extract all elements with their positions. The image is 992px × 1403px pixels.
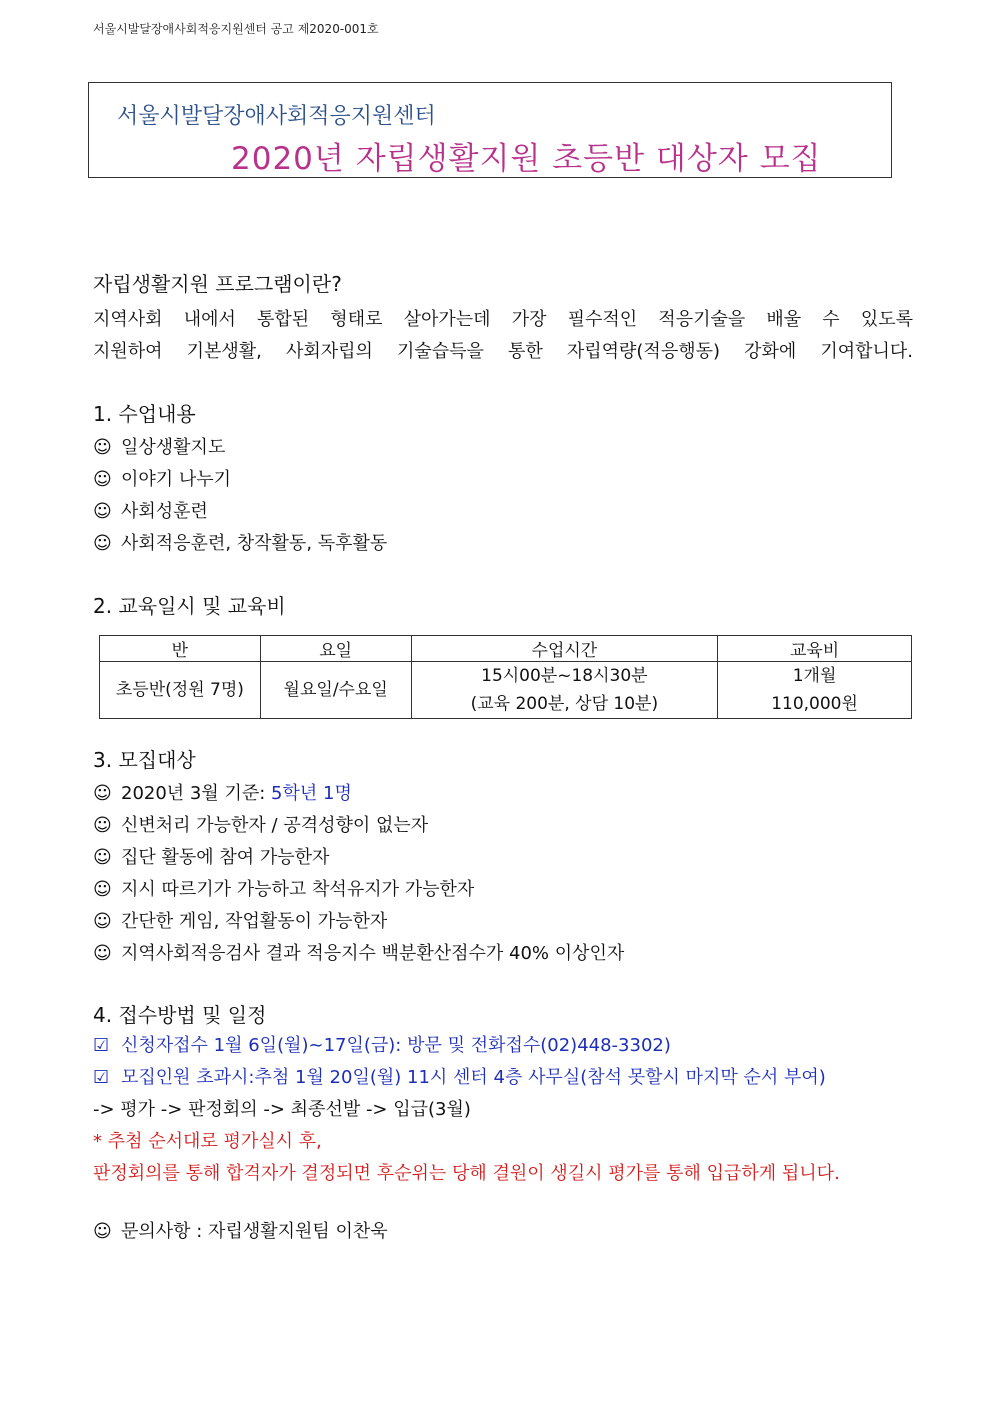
list-item: ☺ 지역사회적응검사 결과 적응지수 백분환산점수가 40% 이상인자 bbox=[93, 938, 913, 970]
schedule-table bbox=[99, 635, 912, 719]
process-flow: -> 평가 -> 판정회의 -> 최종선발 -> 입급(3월) bbox=[93, 1099, 471, 1120]
smile-icon: ☺ bbox=[93, 533, 112, 554]
smile-icon: ☺ bbox=[93, 437, 112, 458]
header-time: 수업시간 bbox=[411, 636, 718, 662]
contact-section bbox=[93, 1216, 913, 1248]
cell-class: 초등반(정원 7명) bbox=[100, 662, 261, 719]
page-title: 2020년 자립생활지원 초등반 대상자 모집 bbox=[231, 141, 822, 177]
section-schedule bbox=[93, 592, 913, 620]
smile-icon: ☺ bbox=[93, 1221, 112, 1242]
list-item: ☺ 2020년 3월 기준: 5학년 1명 bbox=[93, 778, 913, 810]
smile-icon: ☺ bbox=[93, 847, 112, 868]
smile-icon: ☺ bbox=[93, 469, 112, 490]
list-item: ☺ 신변처리 가능한자 / 공격성향이 없는자 bbox=[93, 810, 913, 842]
section3-heading: 3. 모집대상 bbox=[93, 748, 196, 772]
section-application bbox=[93, 1000, 913, 1190]
section1-heading: 1. 수업내용 bbox=[93, 402, 196, 426]
list-item: ☺ 집단 활동에 참여 가능한자 bbox=[93, 842, 913, 874]
section4-heading: 4. 접수방법 및 일정 bbox=[93, 1003, 267, 1027]
list-item: ☺ 일상생활지도 bbox=[93, 432, 913, 464]
cell-fee: 1개월 110,000원 bbox=[718, 662, 912, 719]
checkbox-icon: ☑ bbox=[93, 1067, 110, 1088]
checkbox-icon: ☑ bbox=[93, 1035, 110, 1056]
list-item: ☺ 사회적응훈련, 창작활동, 독후활동 bbox=[93, 528, 913, 560]
grade-highlight: 5학년 1명 bbox=[271, 783, 352, 804]
smile-icon: ☺ bbox=[93, 783, 112, 804]
note-line-2: 판정회의를 통해 합격자가 결정되면 후순위는 당해 결원이 생길시 평가를 통해 입급하게 됩니다. bbox=[93, 1163, 840, 1184]
intro-line-2: 지원하여 기본생활, 사회자립의 기술습득을 통한 자립역량(적응행동) 강화에 기여합니다. bbox=[93, 341, 913, 362]
smile-icon: ☺ bbox=[93, 815, 112, 836]
intro-section bbox=[93, 270, 913, 368]
header-class: 반 bbox=[100, 636, 261, 662]
smile-icon: ☺ bbox=[93, 911, 112, 932]
list-item: ☺ 이야기 나누기 bbox=[93, 464, 913, 496]
lottery-info: ☑ 모집인원 초과시:추첨 1월 20일(월) 11시 센터 4층 사무실(참석 못할시 마지막 순서 부여) bbox=[93, 1062, 913, 1094]
section-class-content bbox=[93, 400, 913, 560]
note-line-1: * 추첨 순서대로 평가실시 후, bbox=[93, 1131, 322, 1152]
org-name: 서울시발달장애사회적응지원센터 bbox=[117, 104, 436, 129]
header-day: 요일 bbox=[260, 636, 411, 662]
smile-icon: ☺ bbox=[93, 943, 112, 964]
list-item: ☺ 사회성훈련 bbox=[93, 496, 913, 528]
section-eligibility bbox=[93, 746, 913, 970]
smile-icon: ☺ bbox=[93, 501, 112, 522]
intro-heading: 자립생활지원 프로그램이란? bbox=[93, 272, 342, 296]
title-box bbox=[88, 82, 892, 178]
header-fee: 교육비 bbox=[718, 636, 912, 662]
contact-line: ☺ 문의사항 : 자립생활지원팀 이찬욱 bbox=[93, 1216, 913, 1248]
application-period: ☑ 신청자접수 1월 6일(월)~17일(금): 방문 및 전화접수(02)448-3302) bbox=[93, 1030, 913, 1062]
list-item: ☺ 간단한 게임, 작업활동이 가능한자 bbox=[93, 906, 913, 938]
smile-icon: ☺ bbox=[93, 879, 112, 900]
intro-line-1: 지역사회 내에서 통합된 형태로 살아가는데 가장 필수적인 적응기술을 배울 수 있도록 bbox=[93, 309, 913, 330]
notice-number: 서울시발달장애사회적응지원센터 공고 제2020-001호 bbox=[93, 22, 379, 36]
table-row bbox=[100, 662, 912, 719]
section2-heading: 2. 교육일시 및 교육비 bbox=[93, 594, 286, 618]
list-item: ☺ 지시 따르기가 가능하고 착석유지가 가능한자 bbox=[93, 874, 913, 906]
cell-time: 15시00분~18시30분 (교육 200분, 상담 10분) bbox=[411, 662, 718, 719]
cell-day: 월요일/수요일 bbox=[260, 662, 411, 719]
table-header-row bbox=[100, 636, 912, 662]
